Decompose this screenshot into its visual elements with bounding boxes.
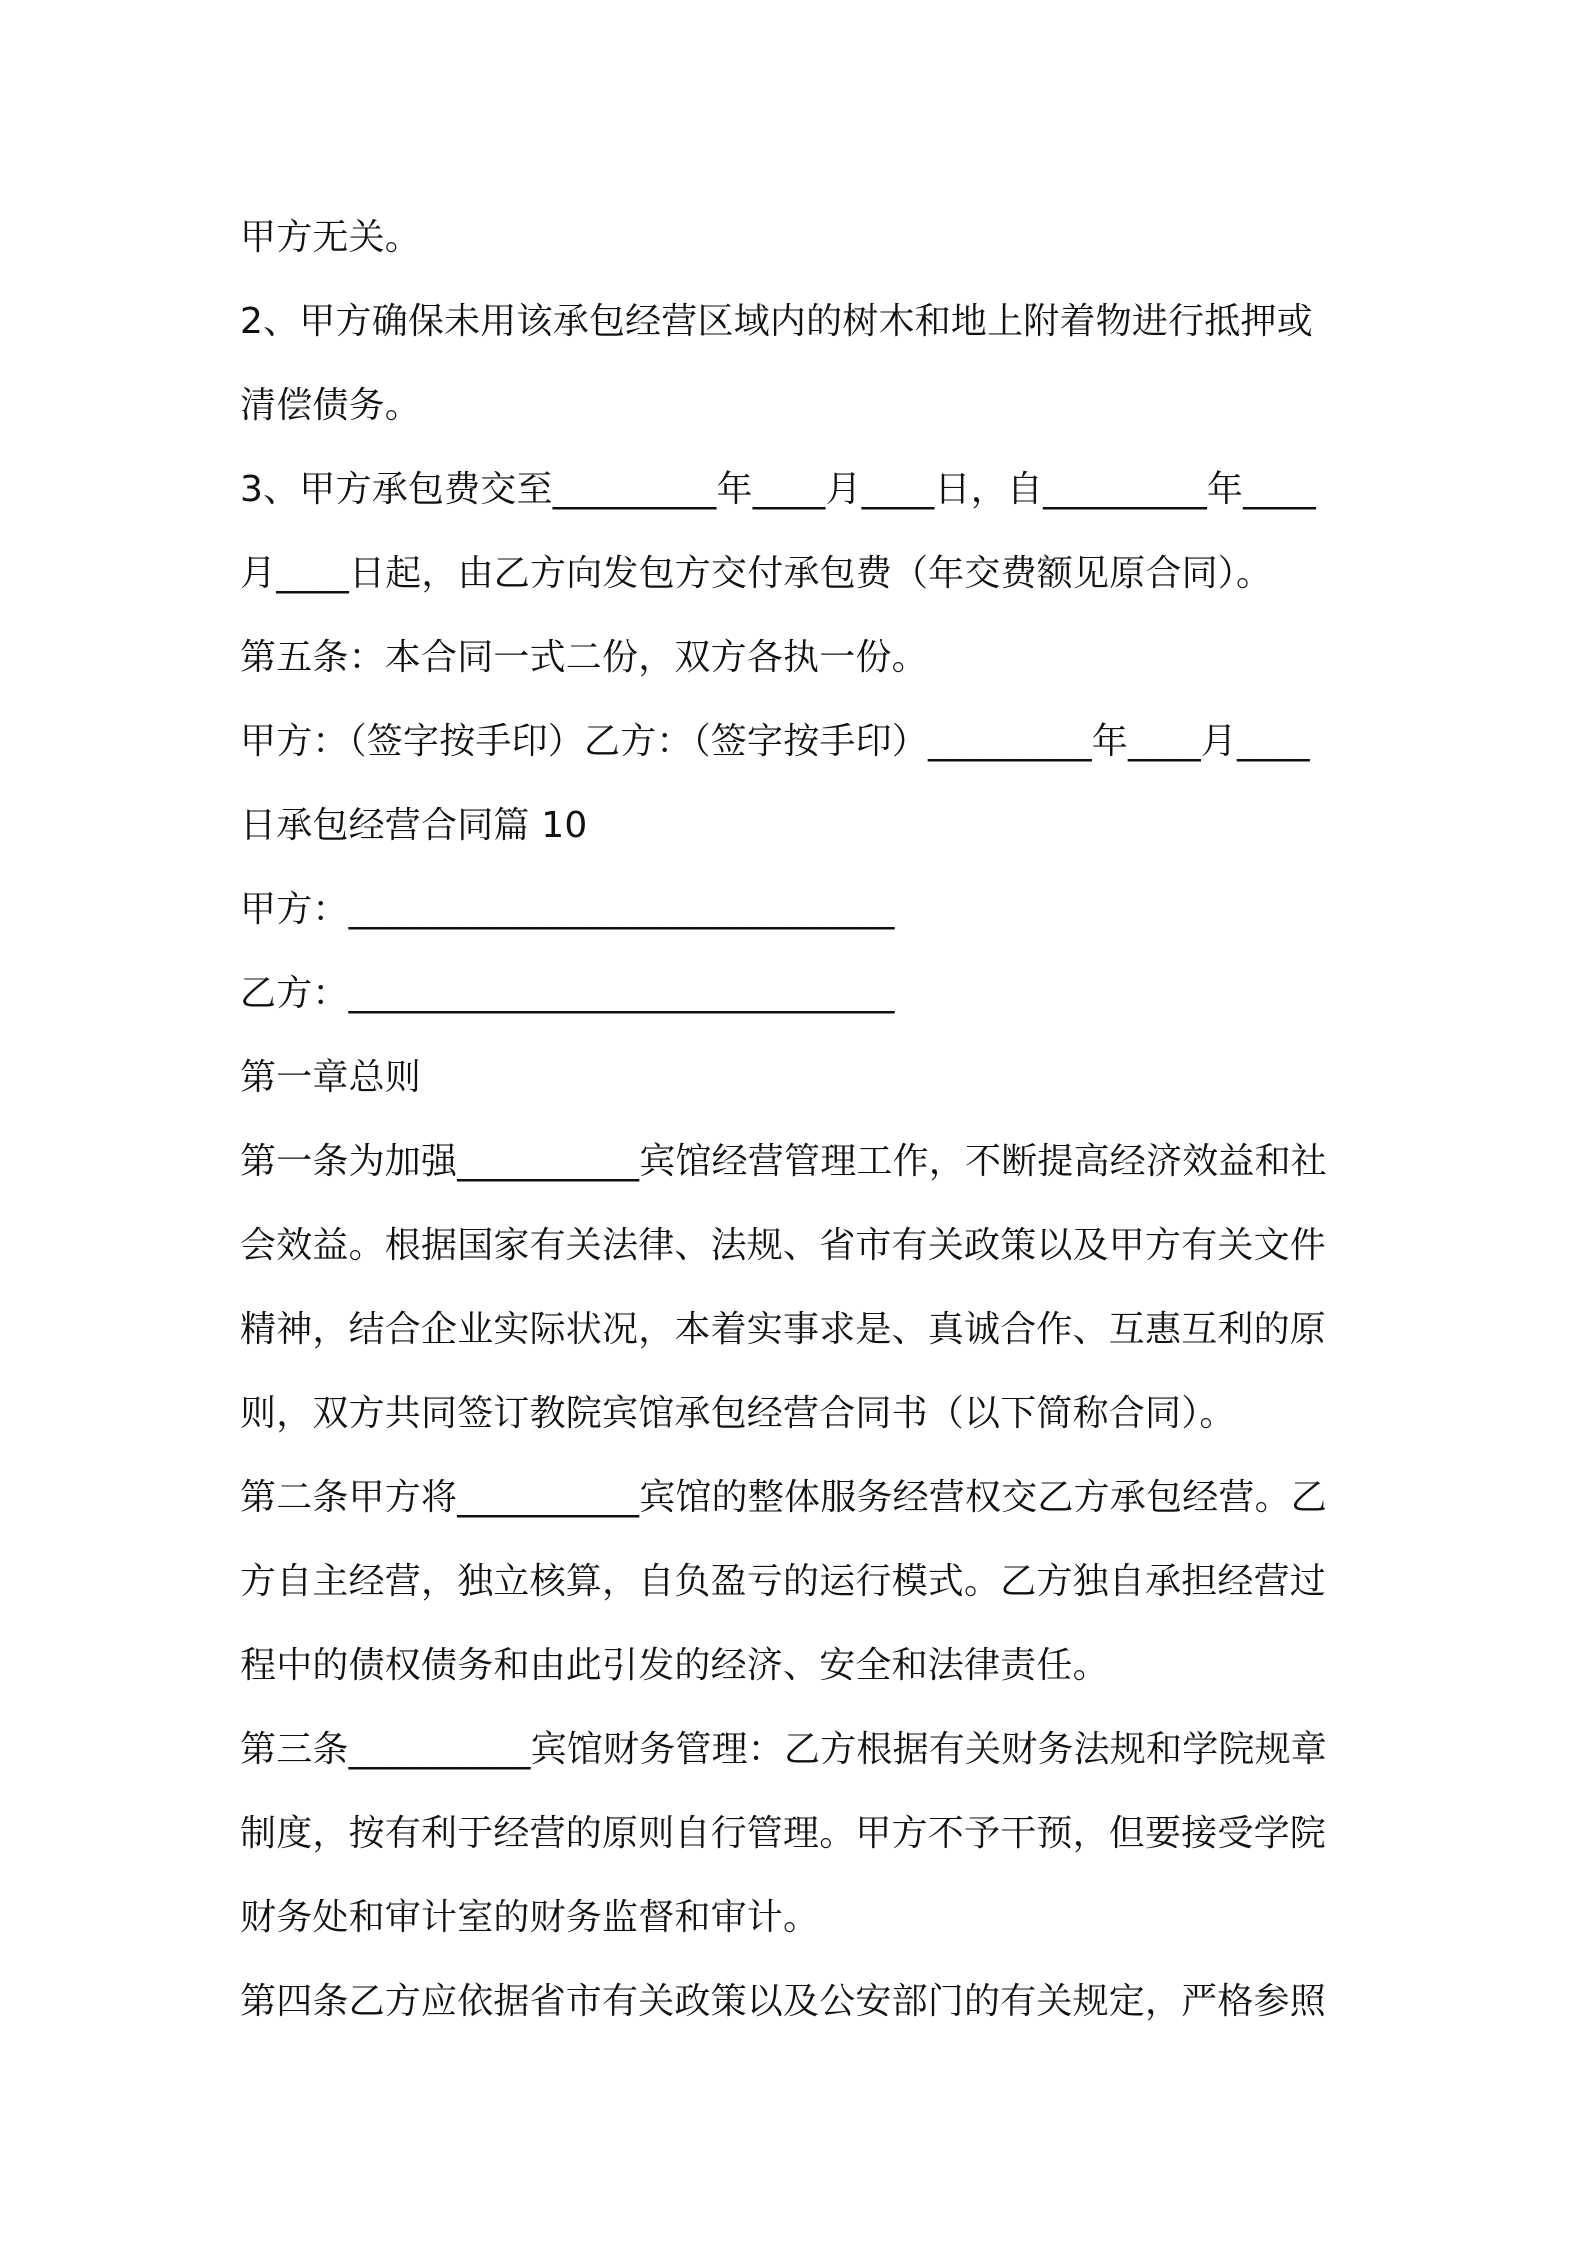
text-line: 方自主经营，独立核算，自负盈亏的运行模式。乙方独自承担经营过: [240, 1561, 1327, 1602]
section-heading: 日承包经营合同篇 10: [240, 805, 588, 846]
text-line: 2、甲方确保未用该承包经营区域内的树木和地上附着物进行抵押或: [240, 301, 1313, 342]
party-a-line: 甲方：______________________________: [240, 889, 895, 930]
party-b-line: 乙方：______________________________: [240, 973, 895, 1014]
text-line: 清偿债务。: [240, 385, 422, 426]
text-line: 月____日起，由乙方向发包方交付承包费（年交费额见原合同）。: [240, 553, 1273, 594]
text-line: 第一条为加强__________宾馆经营管理工作，不断提高经济效益和社: [240, 1141, 1328, 1182]
text-line: 则，双方共同签订教院宾馆承包经营合同书（以下简称合同）。: [240, 1393, 1236, 1434]
chapter-heading: 第一章总则: [240, 1057, 422, 1098]
text-line: 精神，结合企业实际状况，本着实事求是、真诚合作、互惠互利的原: [240, 1309, 1327, 1350]
document-body: [240, 196, 1360, 2044]
text-line: 程中的债权债务和由此引发的经济、安全和法律责任。: [240, 1645, 1109, 1686]
text-line: 第四条乙方应依据省市有关政策以及公安部门的有关规定，严格参照: [240, 1981, 1327, 2022]
text-line: 甲方：（签字按手印）乙方：（签字按手印）_________年____月____: [240, 721, 1310, 762]
text-line: 财务处和审计室的财务监督和审计。: [240, 1897, 820, 1938]
text-line: 第二条甲方将__________宾馆的整体服务经营权交乙方承包经营。乙: [240, 1477, 1328, 1518]
text-line: 第三条__________宾馆财务管理：乙方根据有关财务法规和学院规章: [240, 1729, 1328, 1770]
text-line: 会效益。根据国家有关法律、法规、省市有关政策以及甲方有关文件: [240, 1225, 1327, 1266]
text-line: 甲方无关。: [240, 217, 422, 258]
text-line: 第五条：本合同一式二份，双方各执一份。: [240, 637, 928, 678]
text-line: 3、甲方承包费交至_________年____月____日，自_________年____: [240, 469, 1316, 510]
text-line: 制度，按有利于经营的原则自行管理。甲方不予干预，但要接受学院: [240, 1813, 1327, 1854]
